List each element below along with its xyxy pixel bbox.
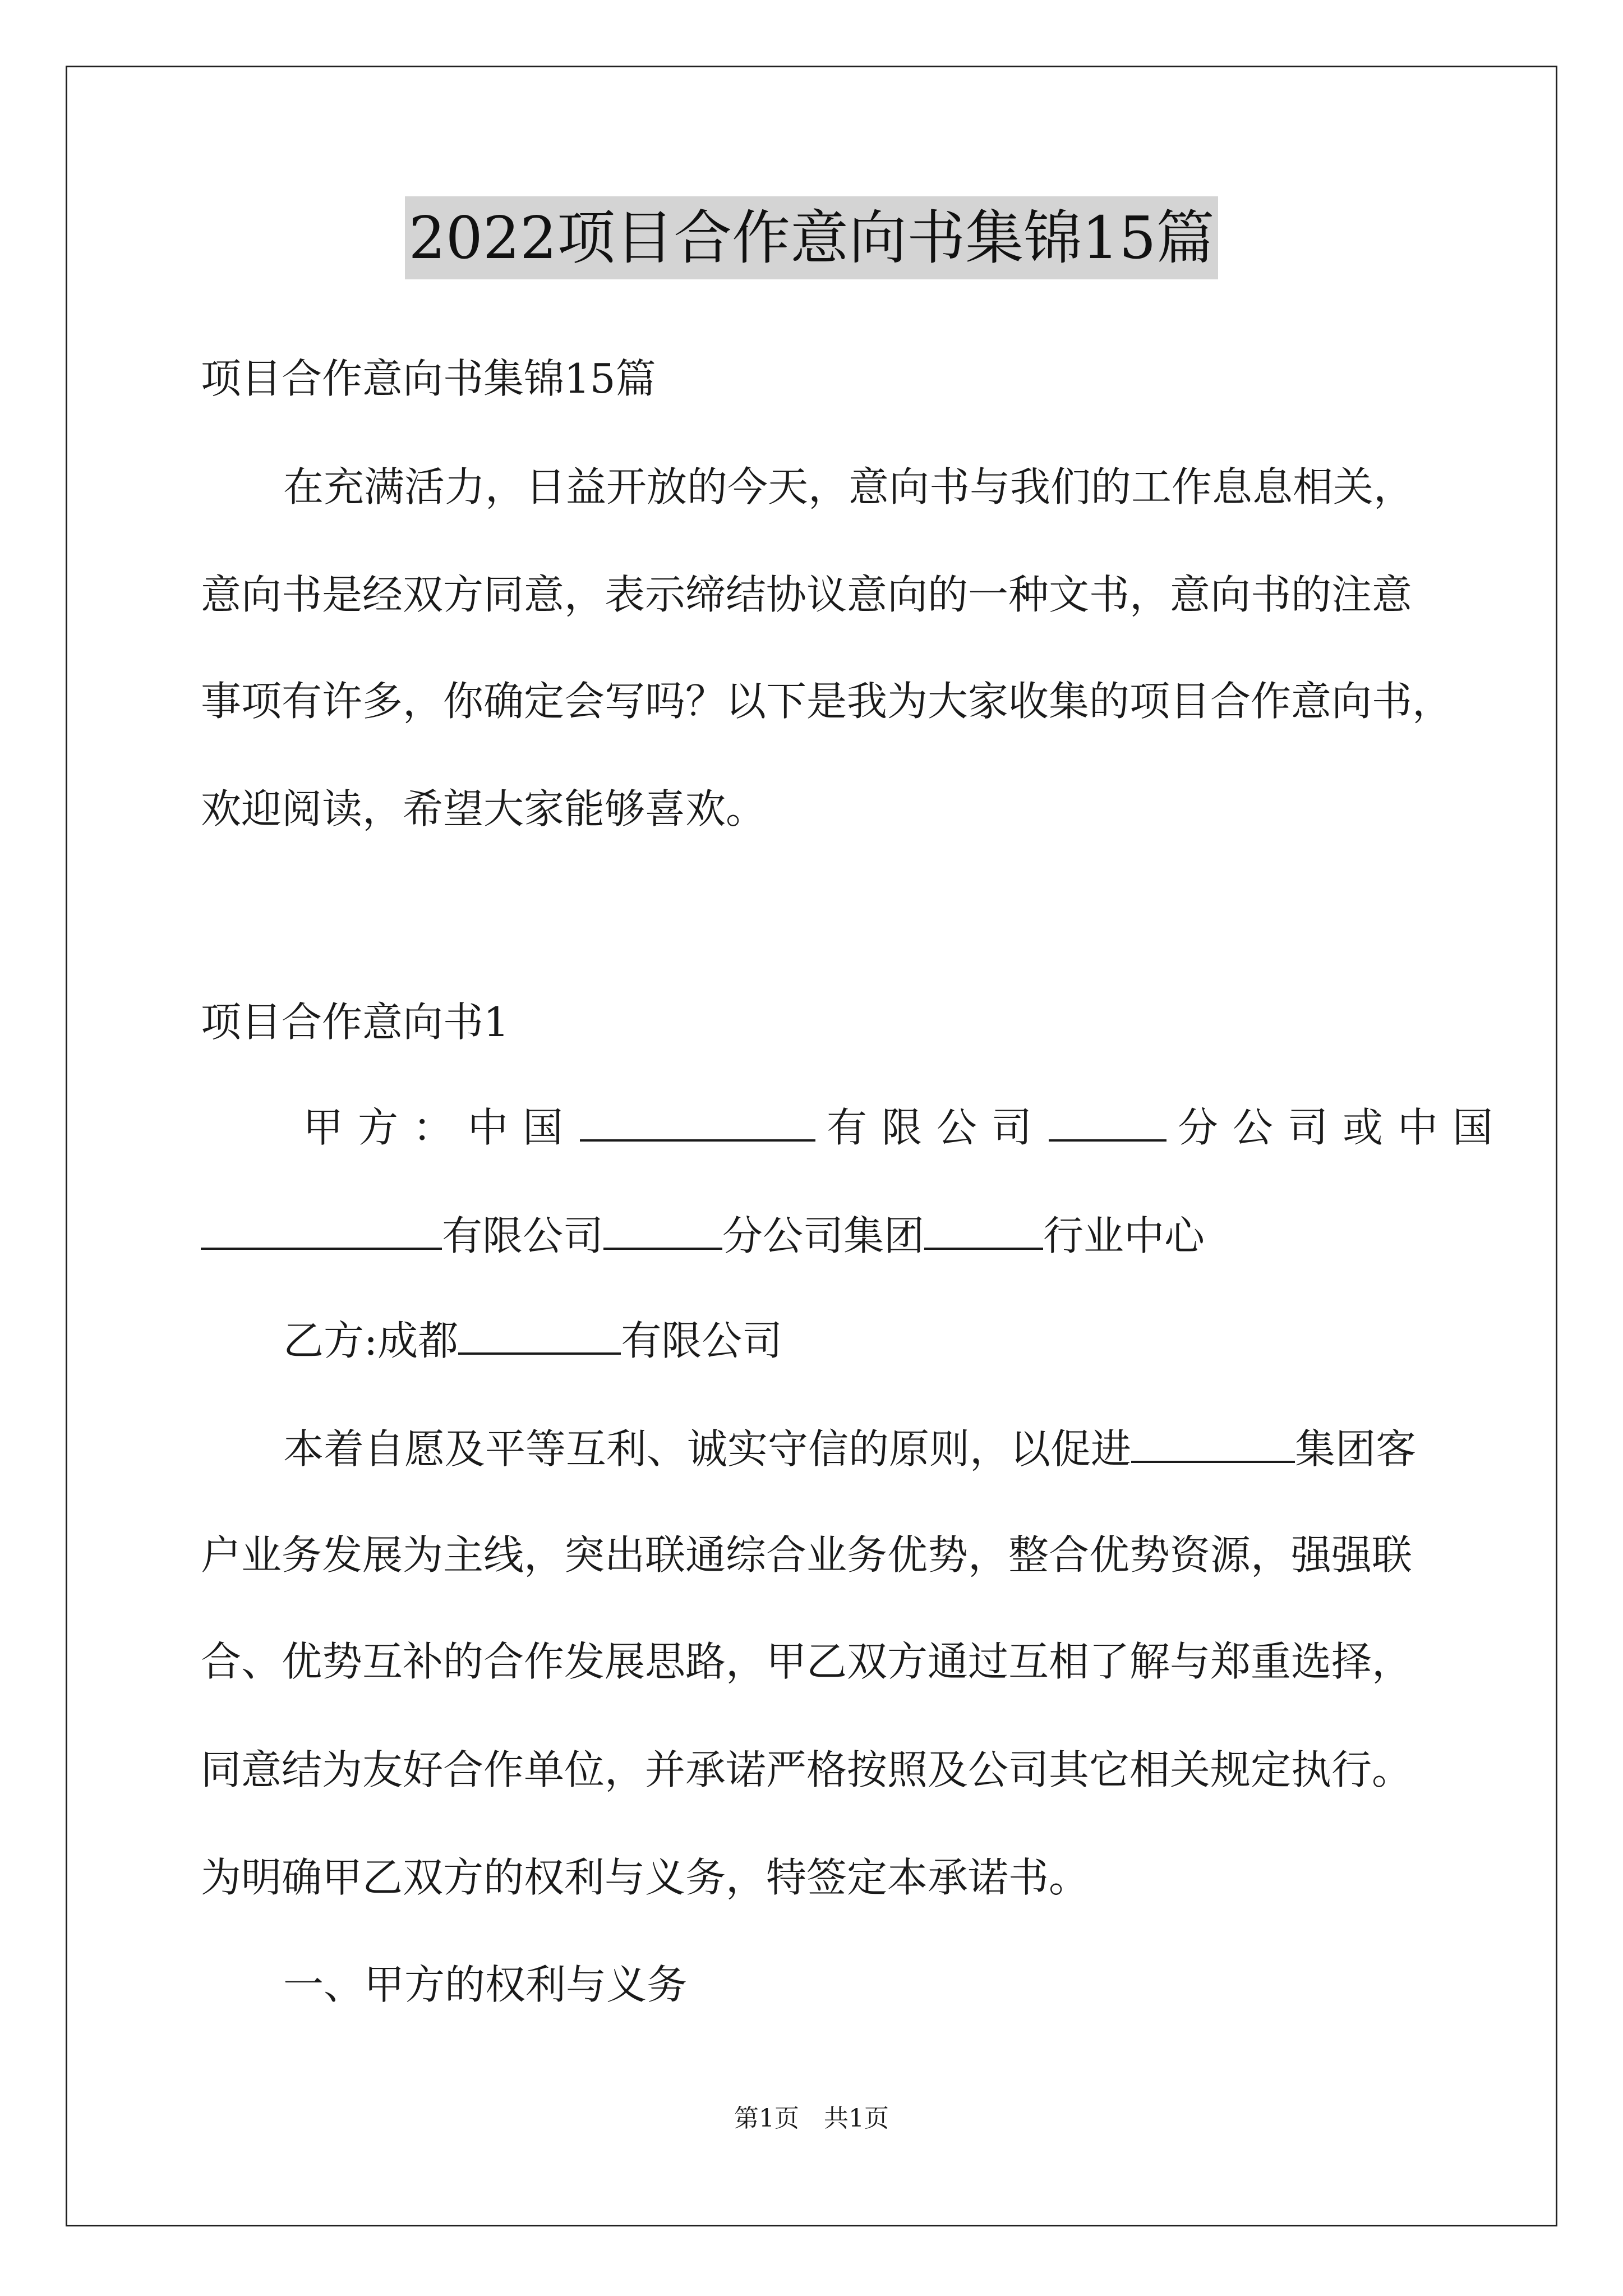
clause-heading: 一、甲方的权利与义务 bbox=[283, 1961, 688, 2008]
body-line-5: 为明确甲乙双方的权利与义务，特签定本承诺书。 bbox=[201, 1854, 1090, 1901]
blank-field bbox=[201, 1208, 442, 1250]
page-footer: 第1页 共1页 bbox=[734, 2104, 889, 2133]
body-line-1-text: 本着自愿及平等互利、诚实守信的原则，以促进 bbox=[283, 1425, 1132, 1473]
blank-field bbox=[580, 1100, 815, 1142]
party-b-label: 乙方:成都 bbox=[283, 1317, 459, 1364]
body-line-2: 户业务发展为主线，突出联通综合业务优势，整合优势资源，强强联 bbox=[201, 1531, 1413, 1579]
intro-line-3: 事项有许多，你确定会写吗？以下是我为大家收集的项目合作意向书， bbox=[201, 678, 1453, 725]
section-heading: 项目合作意向书1 bbox=[201, 999, 509, 1046]
blank-field bbox=[1131, 1421, 1295, 1463]
blank-field bbox=[458, 1313, 621, 1355]
blank-field bbox=[1049, 1100, 1166, 1142]
body-line-1-end: 集团客 bbox=[1295, 1425, 1417, 1473]
body-line-3: 合、优势互补的合作发展思路，甲乙双方通过互相了解与郑重选择， bbox=[201, 1638, 1413, 1685]
party-a-line-2 bbox=[201, 1208, 1205, 1264]
party-b-company: 有限公司 bbox=[621, 1317, 783, 1364]
party-a-label: 甲方：中国 bbox=[303, 1104, 578, 1151]
party-a-center: 行业中心 bbox=[1043, 1212, 1205, 1259]
blank-field bbox=[924, 1208, 1043, 1250]
party-b-line bbox=[283, 1313, 782, 1369]
party-a-company-2: 有限公司 bbox=[442, 1212, 604, 1259]
intro-line-1: 在充满活力，日益开放的今天，意向书与我们的工作息息相关， bbox=[283, 463, 1414, 510]
body-line-4: 同意结为友好合作单位，并承诺严格按照及公司其它相关规定执行。 bbox=[201, 1746, 1413, 1793]
body-line-1 bbox=[283, 1421, 1416, 1477]
party-a-company: 有限公司 bbox=[827, 1104, 1047, 1151]
intro-line-2: 意向书是经双方同意，表示缔结协议意向的一种文书，意向书的注意 bbox=[201, 571, 1413, 618]
party-a-line-1 bbox=[303, 1099, 1507, 1156]
party-a-branch: 分公司或中国 bbox=[1178, 1104, 1508, 1151]
party-a-group: 分公司集团 bbox=[722, 1212, 925, 1259]
title-container bbox=[0, 196, 1623, 279]
subtitle: 项目合作意向书集锦15篇 bbox=[201, 355, 656, 402]
document-title: 2022项目合作意向书集锦15篇 bbox=[405, 196, 1218, 279]
intro-line-4: 欢迎阅读，希望大家能够喜欢。 bbox=[201, 785, 767, 832]
blank-field bbox=[603, 1208, 722, 1250]
